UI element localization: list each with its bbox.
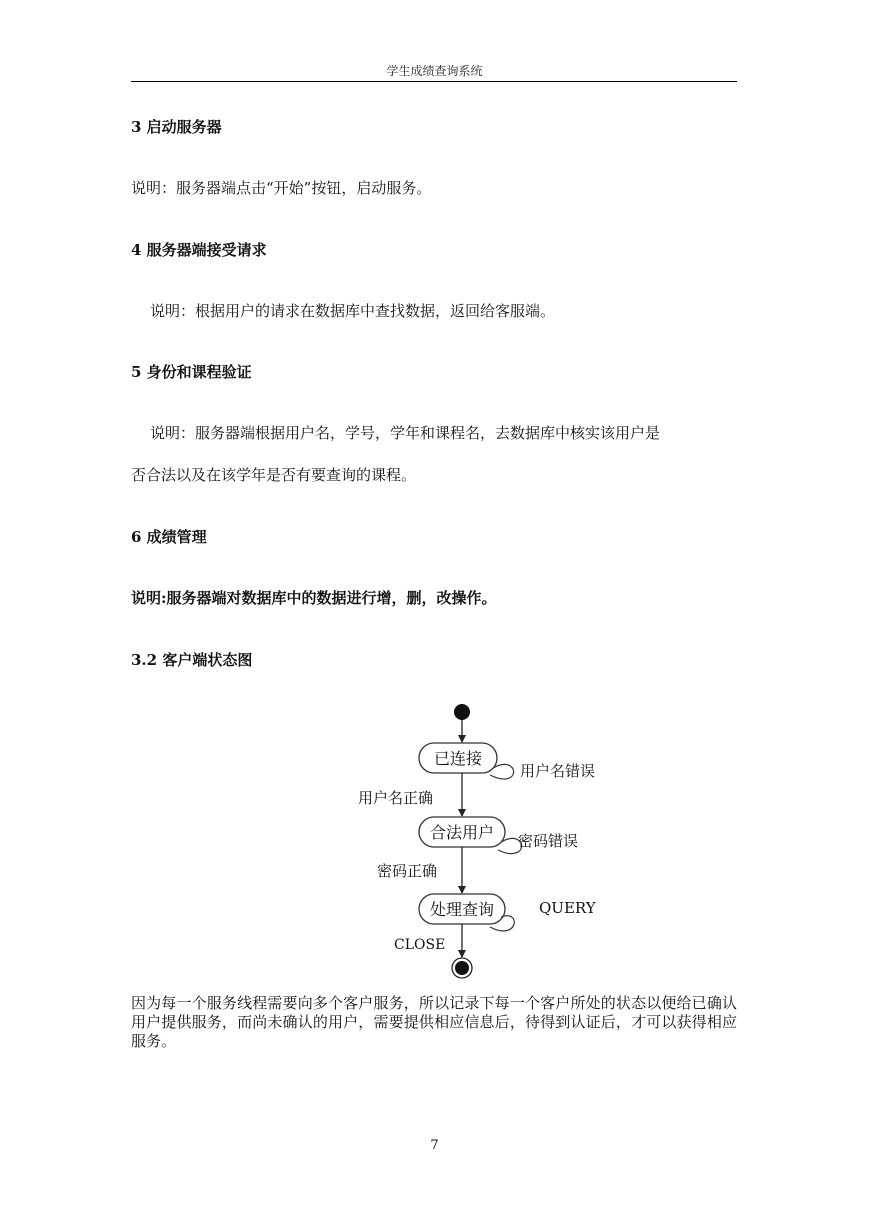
section-desc-5-line2: 否合法以及在该学年是否有要查询的课程。 <box>131 466 417 484</box>
transition-label: 用户名正确 <box>358 789 434 807</box>
self-loop-label: 用户名错误 <box>520 762 596 780</box>
section-heading-4: 4 服务器端接受请求 <box>131 241 267 259</box>
section-heading-3: 3 启动服务器 <box>131 118 222 136</box>
section-heading-5: 5 身份和课程验证 <box>131 363 252 381</box>
transition-label: CLOSE <box>394 937 446 953</box>
section-desc-3: 说明：服务器端点击“开始”按钮，启动服务。 <box>131 179 432 197</box>
body-paragraph: 因为每一个服务线程需要向多个客户服务，所以记录下每一个客户所处的状态以便给已确认用户提供服务，而尚未确认的用户，需要提供相应信息后，待得到认证后，才可以获得相应服务。 <box>131 994 737 1050</box>
self-loop-label: 密码错误 <box>518 832 579 850</box>
self-loop-label: QUERY <box>539 899 596 917</box>
state-label: 处理查询 <box>429 900 495 919</box>
header-rule <box>131 81 737 82</box>
state-label: 合法用户 <box>429 823 495 842</box>
running-header: 学生成绩查询系统 <box>386 64 483 78</box>
section-desc-4: 说明：根据用户的请求在数据库中查找数据，返回给客服端。 <box>150 302 556 320</box>
page-number: 7 <box>430 1138 439 1153</box>
section-desc-6: 说明:服务器端对数据库中的数据进行增，删，改操作。 <box>131 589 497 607</box>
subsection-heading: 3.2 客户端状态图 <box>131 651 253 669</box>
section-heading-6: 6 成绩管理 <box>131 528 207 546</box>
final-state <box>455 961 469 975</box>
transition-label: 密码正确 <box>377 862 438 880</box>
section-desc-5-line1: 说明：服务器端根据用户名，学号，学年和课程名，去数据库中核实该用户是 <box>150 424 661 442</box>
client-state-diagram <box>350 695 620 990</box>
initial-state <box>454 704 470 720</box>
state-label: 已连接 <box>433 749 483 768</box>
